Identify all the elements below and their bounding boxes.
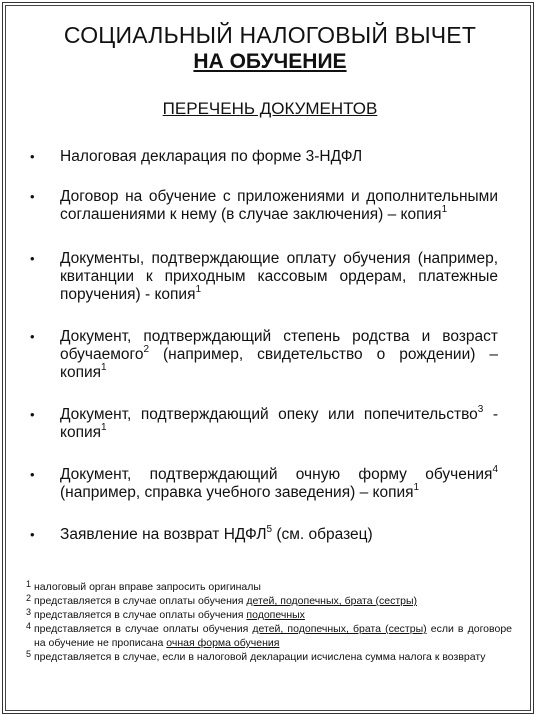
list-item-text-cont: (например, справка учебного заведения) – копия — [60, 484, 414, 501]
footnote — [26, 650, 512, 664]
bullet-icon: • — [30, 251, 35, 266]
bullet-icon: • — [30, 149, 35, 164]
title-line-2-text: НА ОБУЧЕНИЕ — [193, 50, 347, 73]
footnote — [26, 594, 512, 608]
list-item-text: Налоговая декларация по форме 3-НДФЛ — [60, 148, 363, 165]
title-line-1: СОЦИАЛЬНЫЙ НАЛОГОВЫЙ ВЫЧЕТ — [63, 22, 477, 48]
title-line-2 — [0, 50, 540, 74]
footnote-ref: 1 — [413, 481, 420, 493]
footnote-ref: 5 — [266, 523, 273, 535]
footnote-text: представляется в случае оплаты обучения — [34, 595, 247, 607]
footnote-number: 5 — [26, 649, 32, 659]
bullet-icon: • — [30, 467, 35, 482]
footnotes — [26, 580, 512, 664]
footnote-underlined-text: подопечных — [246, 609, 305, 621]
list-item-text: Документы, подтверждающие оплату обучения (например, квитанции к приходным кассовым ордерам, платежные поручения) - копия — [60, 250, 498, 303]
footnote-ref: 4 — [492, 463, 498, 475]
footnote-text: представляется в случае оплаты обучения — [34, 623, 253, 635]
list-item-text: Заявление на возврат НДФЛ — [60, 526, 267, 543]
list-item-text: Документ, подтверждающий опеку или попечительство — [60, 406, 478, 423]
list-item — [26, 523, 498, 544]
list-item-text-cont: - копия — [60, 406, 498, 441]
footnote-text: налоговый орган вправе запросить оригиналы — [34, 581, 261, 593]
footnote-number: 3 — [26, 607, 32, 617]
list-item — [26, 463, 498, 502]
footnote — [26, 580, 512, 594]
footnote-ref: 1 — [441, 203, 448, 215]
footnote-underlined-text-2: очная форма обучения — [166, 637, 280, 649]
document-list-heading-text: ПЕРЕЧЕНЬ ДОКУМЕНТОВ — [162, 99, 378, 118]
footnote-ref: 2 — [143, 343, 149, 355]
footnote-text-cont: если в договоре на обучение не прописана — [34, 623, 512, 649]
bullet-icon: • — [30, 407, 35, 422]
list-item — [26, 148, 498, 166]
document-list — [26, 148, 498, 544]
bullet-icon: • — [30, 527, 35, 542]
bullet-icon: • — [30, 189, 35, 204]
footnote-underlined-text: детей, подопечных, брата (сестры) — [252, 623, 427, 635]
list-item — [26, 188, 498, 224]
footnote-ref: 1 — [101, 421, 107, 433]
footnote-number: 4 — [26, 621, 32, 631]
document-list-heading — [0, 99, 540, 119]
list-item-text: Договор на обучение с приложениями и дополнительными соглашениями к нему (в случае заключения) – копия — [60, 188, 498, 223]
list-item — [26, 328, 498, 382]
footnote-number: 1 — [26, 579, 32, 589]
footnote-ref: 3 — [477, 403, 484, 415]
bullet-icon: • — [30, 329, 35, 344]
footnote-number: 2 — [26, 593, 32, 603]
list-item-text: Документ, подтверждающий очную форму обучения — [60, 466, 493, 483]
list-item — [26, 403, 498, 442]
footnote-text: представляется в случае, если в налоговой декларации исчислена сумма налога к возврату — [34, 651, 486, 663]
footnote-underlined-text: детей, подопечных, брата (сестры) — [246, 595, 418, 607]
list-item-text: Документ, подтверждающий степень родства и возраст обучаемого — [60, 328, 498, 363]
list-item — [26, 250, 498, 304]
footnote-text: представляется в случае оплаты обучения — [34, 609, 247, 621]
footnote-ref: 1 — [195, 283, 202, 295]
footnote — [26, 622, 512, 650]
list-item-text-cont: (например, свидетельство о рождении) – копия — [60, 346, 498, 381]
footnote-ref: 1 — [101, 361, 107, 373]
list-item-text-cont: (см. образец) — [272, 526, 373, 543]
footnote — [26, 608, 512, 622]
